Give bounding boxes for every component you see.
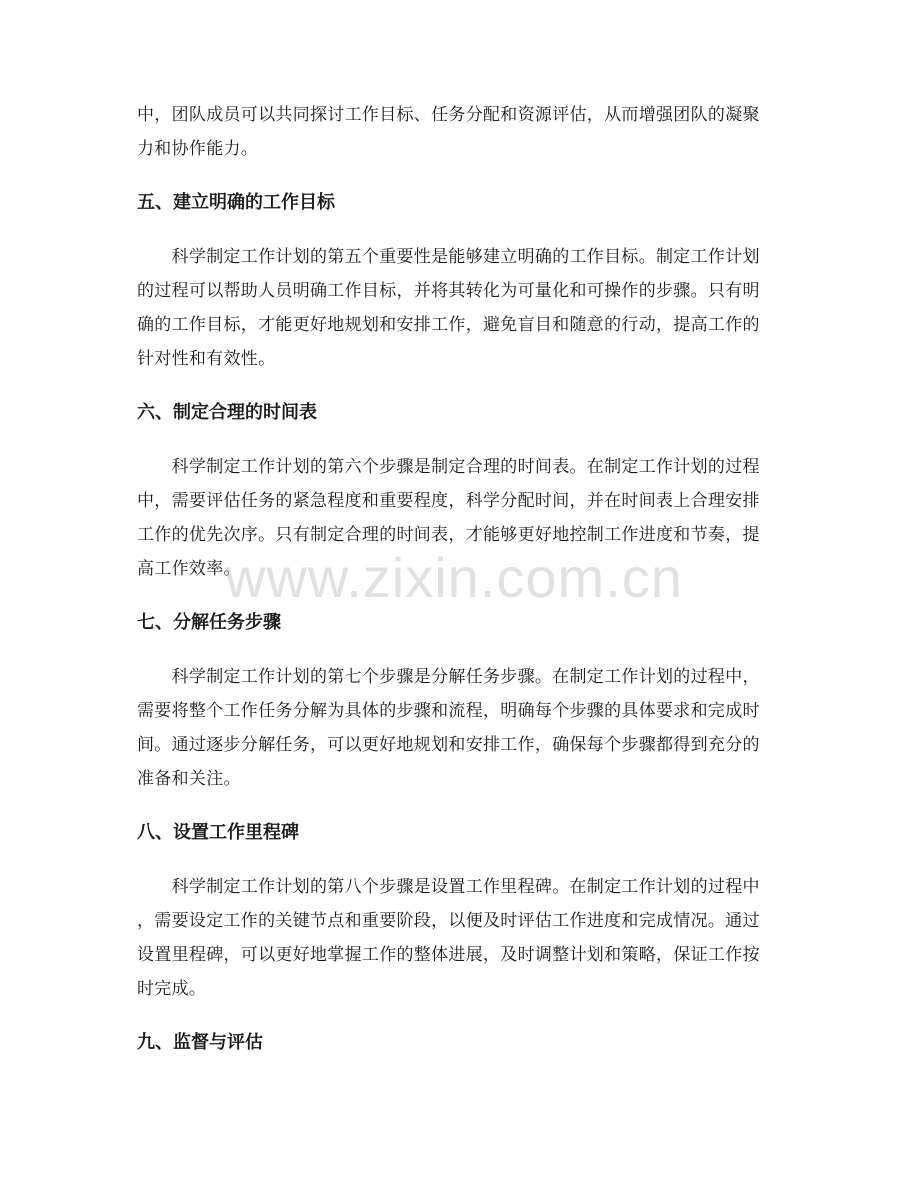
section-heading-9: 九、监督与评估 [137,1032,263,1053]
paragraph-line: 中，团队成员可以共同探讨工作目标、任务分配和资源评估，从而增强团队的凝聚 [137,105,760,125]
paragraph-line: 确的工作目标，才能更好地规划和安排工作，避免盲目和随意的行动，提高工作的 [137,315,760,335]
section-heading-8: 八、设置工作里程碑 [137,822,299,843]
section-heading-7: 七、分解任务步骤 [137,612,281,633]
paragraph-line: 间。通过逐步分解任务，可以更好地规划和安排工作，确保每个步骤都得到充分的 [137,735,760,755]
paragraph-line: 中，需要评估任务的紧急程度和重要程度，科学分配时间，并在时间表上合理安排 [137,491,760,511]
document-page [137,98,787,1080]
paragraph-line: 高工作效率。 [137,559,241,579]
paragraph-line: 科学制定工作计划的第八个步骤是设置工作里程碑。在制定工作计划的过程中 [137,877,760,897]
paragraph-line: 准备和关注。 [137,769,241,789]
paragraph-line: ，需要设定工作的关键节点和重要阶段，以便及时评估工作进度和完成情况。通过 [137,911,760,931]
paragraph-line: 力和协作能力。 [137,139,259,159]
paragraph-line: 科学制定工作计划的第六个步骤是制定合理的时间表。在制定工作计划的过程 [137,457,760,477]
section-8-paragraph [137,870,787,1006]
section-5-paragraph [137,240,787,376]
paragraph-line: 工作的优先次序。只有制定合理的时间表，才能够更好地控制工作进度和节奏，提 [137,525,760,545]
section-heading-5: 五、建立明确的工作目标 [137,192,335,213]
watermark: www.zixin.com.cn [225,546,683,609]
section-7-paragraph [137,660,787,796]
paragraph-line: 科学制定工作计划的第五个重要性是能够建立明确的工作目标。制定工作计划 [137,247,760,267]
paragraph-line: 需要将整个工作任务分解为具体的步骤和流程，明确每个步骤的具体要求和完成时 [137,701,760,721]
paragraph-line: 科学制定工作计划的第七个步骤是分解任务步骤。在制定工作计划的过程中， [137,667,760,687]
section-heading-6: 六、制定合理的时间表 [137,402,317,423]
intro-paragraph [137,98,787,166]
paragraph-line: 针对性和有效性。 [137,349,276,369]
paragraph-line: 时完成。 [137,979,207,999]
paragraph-line: 的过程可以帮助人员明确工作目标，并将其转化为可量化和可操作的步骤。只有明 [137,281,760,301]
section-6-paragraph [137,450,787,586]
paragraph-line: 设置里程碑，可以更好地掌握工作的整体进展，及时调整计划和策略，保证工作按 [137,945,760,965]
